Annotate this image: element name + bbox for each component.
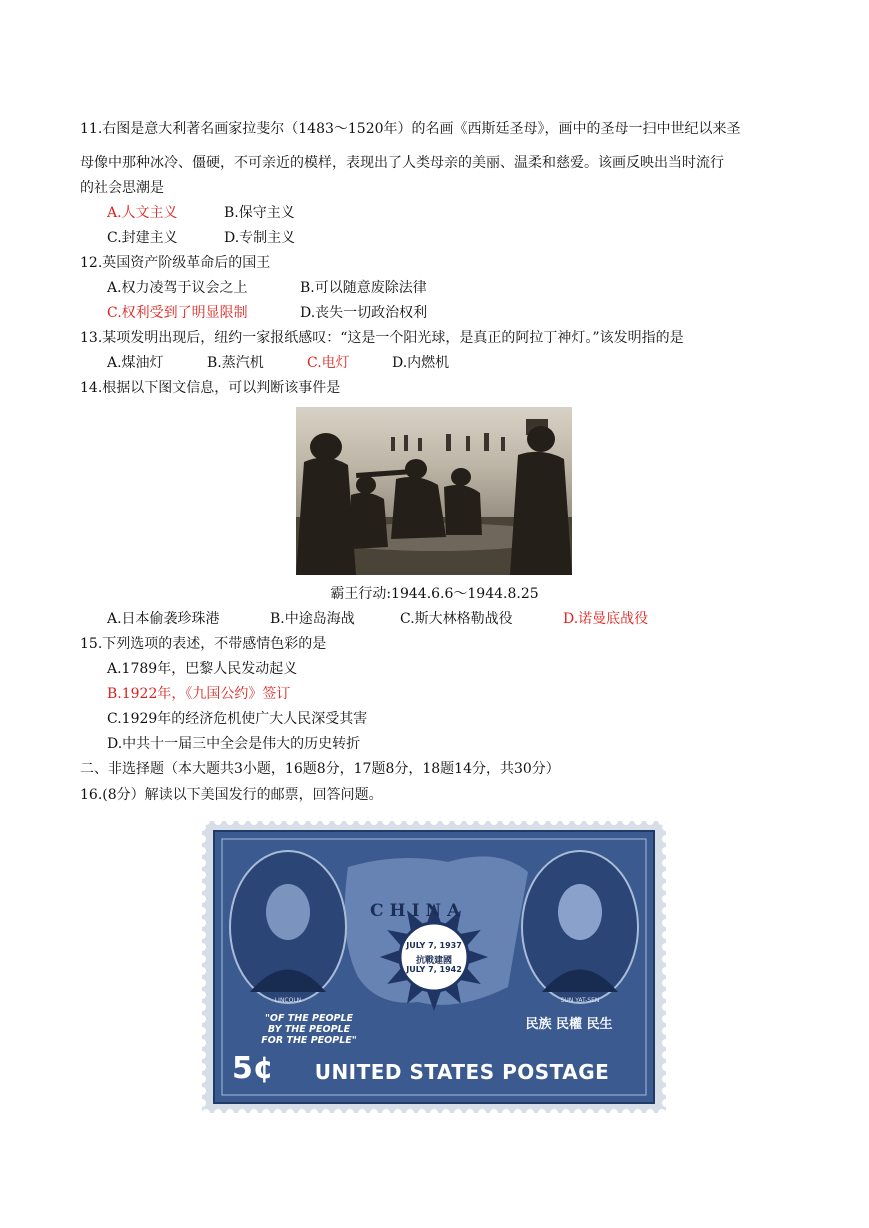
- q15-option-d: D.中共十一届三中全会是伟大的历史转折: [107, 736, 361, 752]
- stamp-date-top: JULY 7, 1937: [406, 941, 462, 950]
- stamp-date-bottom: JULY 7, 1942: [406, 965, 462, 974]
- q11-stem-line2: 母像中那种冰冷、僵硬，不可亲近的模样，表现出了人类母亲的美丽、温柔和慈爱。该画反映出当时流行: [80, 155, 724, 171]
- q15-option-c: C.1929年的经济危机使广大人民深受其害: [107, 711, 368, 727]
- q11-option-b: B.保守主义: [224, 205, 295, 221]
- stamp-banner: UNITED STATES POSTAGE: [314, 1060, 610, 1084]
- q13-stem: 13.某项发明出现后，纽约一家报纸感叹：“这是一个阳光球，是真正的阿拉丁神灯。”该发明指的是: [80, 330, 684, 346]
- stamp-right-chars: 民族 民權 民生: [525, 1017, 613, 1032]
- stamp-slogan: [244, 1013, 374, 1046]
- q15-option-a: A.1789年，巴黎人民发动起义: [107, 661, 298, 677]
- stamp-slogan-line3: FOR THE PEOPLE": [261, 1035, 357, 1046]
- stamp-left-portrait-label: LINCOLN: [274, 997, 302, 1004]
- q14-option-a: A.日本偷袭珍珠港: [107, 611, 220, 627]
- normandy-landing-photo: [296, 407, 572, 575]
- q14-option-d: D.诺曼底战役: [563, 611, 649, 627]
- q14-stem: 14.根据以下图文信息，可以判断该事件是: [80, 380, 341, 396]
- q11-option-d: D.专制主义: [224, 230, 296, 246]
- q13-option-c: C.电灯: [307, 355, 350, 371]
- q15-option-b: B.1922年，《九国公约》签订: [107, 686, 291, 702]
- stamp-right-portrait-label: SUN YAT-SEN: [560, 997, 600, 1004]
- stamp-slogan-line1: "OF THE PEOPLE: [264, 1013, 354, 1024]
- q14-option-b: B.中途岛海战: [270, 611, 355, 627]
- stamp-china-label: CHINA: [370, 901, 467, 921]
- q14-option-c: C.斯大林格勒战役: [400, 611, 513, 627]
- stamp-value: 5¢: [232, 1051, 274, 1086]
- q13-option-d: D.内燃机: [392, 355, 450, 371]
- q12-option-d: D.丧失一切政治权利: [300, 305, 428, 321]
- section2-heading: 二、非选择题（本大题共3小题，16题8分，17题8分，18题14分，共30分）: [80, 761, 560, 777]
- us-postage-stamp: [198, 817, 670, 1117]
- q14-photo-caption: 霸王行动:1944.6.6～1944.8.25: [330, 586, 539, 602]
- q15-stem: 15.下列选项的表述，不带感情色彩的是: [80, 636, 327, 652]
- q12-stem: 12.英国资产阶级革命后的国王: [80, 255, 271, 271]
- stamp-center-chars: 抗戰建國: [415, 956, 452, 966]
- q12-option-b: B.可以随意废除法律: [300, 280, 427, 296]
- q11-stem-line3: 的社会思潮是: [80, 180, 164, 196]
- q16-stem: 16.(8分）解读以下美国发行的邮票，回答问题。: [80, 787, 383, 803]
- q13-option-a: A.煤油灯: [107, 355, 164, 371]
- q11-option-a: A.人文主义: [107, 205, 178, 221]
- stamp-slogan-line2: BY THE PEOPLE: [267, 1024, 351, 1035]
- q11-stem-line1: 11.右图是意大利著名画家拉斐尔（1483～1520年）的名画《西斯廷圣母》，画中的圣母一扫中世纪以来圣: [80, 121, 741, 137]
- q12-option-a: A.权力凌驾于议会之上: [107, 280, 248, 296]
- q11-option-c: C.封建主义: [107, 230, 178, 246]
- q12-option-c: C.权利受到了明显限制: [107, 305, 248, 321]
- q13-option-b: B.蒸汽机: [207, 355, 264, 371]
